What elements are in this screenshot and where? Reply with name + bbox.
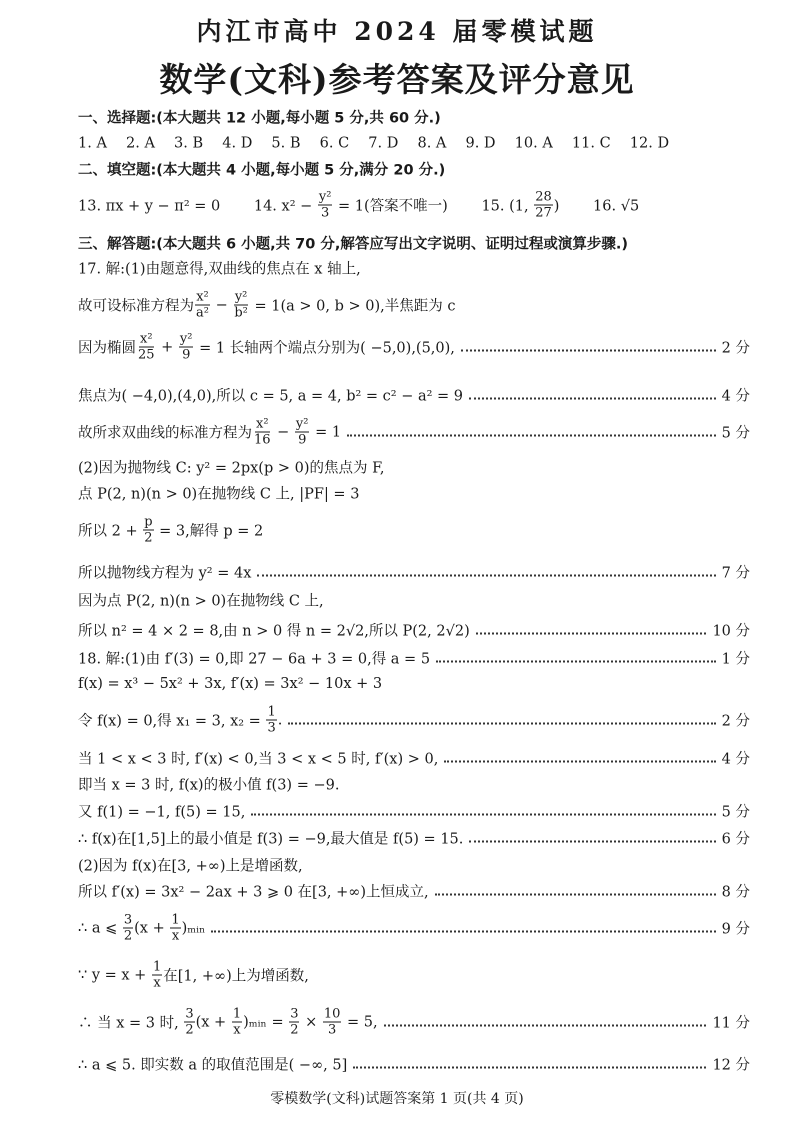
line-text	[78, 801, 245, 822]
denominator: 2	[290, 1022, 299, 1038]
text-run: )ₘᵢₙ	[181, 920, 206, 936]
fraction	[184, 1007, 194, 1038]
dotted-leader	[469, 397, 716, 399]
score-points: 2 分	[721, 340, 750, 357]
dotted-leader	[211, 930, 715, 932]
line-text	[78, 233, 628, 254]
answer-line	[78, 960, 750, 991]
answer-line	[78, 190, 750, 221]
text-run: = 3,解得 p = 2	[154, 523, 264, 540]
text-run: 13. πx + y − π² = 0 14. x² −	[78, 198, 317, 215]
line-text	[78, 960, 309, 991]
dotted-leader	[435, 893, 716, 895]
text-run: 故可设标准方程为	[78, 298, 194, 315]
score-points: 1 分	[721, 651, 750, 668]
text-run: 即当 x = 3 时, f(x)的极小值 f(3) = −9.	[78, 777, 340, 794]
line-text	[78, 385, 463, 406]
score-points: 6 分	[721, 831, 750, 848]
line-text	[78, 159, 445, 180]
scored-answer-line	[78, 385, 750, 406]
numerator: 1	[232, 1006, 242, 1022]
numerator: 10	[323, 1006, 341, 1022]
line-text	[78, 620, 470, 641]
denominator: 3	[327, 1022, 337, 1038]
scored-answer-line	[78, 562, 750, 583]
numerator: 1	[171, 912, 180, 928]
line-text	[78, 1007, 378, 1038]
scored-answer-line	[78, 748, 750, 769]
line-text	[78, 290, 455, 321]
text-run: 当 1 < x < 3 时, f′(x) < 0,当 3 < x < 5 时, f′(x) > 0,	[78, 751, 439, 768]
text-run: = 5,	[342, 1014, 378, 1030]
scored-answer-line	[78, 801, 750, 822]
numerator: y²	[179, 331, 193, 347]
line-text	[78, 590, 324, 611]
fraction	[123, 913, 133, 944]
answer-line	[78, 290, 750, 321]
numerator: 1	[267, 704, 276, 720]
dotted-leader	[347, 434, 716, 436]
denominator: x	[171, 928, 180, 944]
denominator: 9	[182, 347, 191, 363]
score-points: 11 分	[712, 1015, 750, 1032]
line-text	[78, 332, 455, 363]
dotted-leader	[288, 722, 715, 724]
fraction	[295, 417, 310, 448]
dotted-leader	[436, 660, 716, 662]
text-run: ∴ f(x)在[1,5]上的最小值是 f(3) = −9,最大值是 f(5) = 15.	[78, 831, 464, 848]
line-text	[78, 258, 361, 279]
numerator: 28	[535, 189, 552, 205]
text-run: 1. A 2. A 3. B 4. D 5. B 6. C 7. D 8. A 9. D 10. A 11. C 12. D	[78, 135, 670, 152]
line-text	[78, 1054, 347, 1075]
answer-line	[78, 855, 750, 876]
line-text	[78, 748, 438, 769]
score-points: 9 分	[721, 921, 750, 938]
text-run: = 1 长轴两个端点分别为( −5,0),(5,0),	[194, 340, 455, 357]
fraction	[137, 332, 156, 363]
dotted-leader	[251, 813, 715, 815]
text-run: )ₘᵢₙ =	[243, 1014, 289, 1030]
fraction	[318, 190, 333, 221]
fraction	[266, 705, 276, 736]
text-run: +	[156, 339, 178, 355]
text-run: ) 16. √5	[553, 198, 640, 215]
denominator: a²	[196, 305, 209, 321]
fraction	[152, 960, 162, 991]
text-run: −	[210, 297, 233, 313]
score-points: 10 分	[712, 623, 750, 640]
line-text	[78, 562, 251, 583]
fraction	[323, 1007, 342, 1038]
line-text	[78, 417, 341, 448]
text-run: ∴ 当 x = 3 时,	[78, 1015, 184, 1032]
numerator: x²	[256, 416, 269, 432]
denominator: 9	[298, 432, 307, 448]
numerator: y²	[234, 289, 248, 305]
line-text	[78, 705, 282, 736]
denominator: b²	[234, 305, 248, 321]
score-points: 5 分	[721, 425, 750, 442]
answer-line	[78, 258, 750, 279]
text-run: 故所求双曲线的标准方程为	[78, 425, 252, 442]
text-run: (x +	[134, 920, 170, 936]
dotted-leader	[353, 1066, 706, 1068]
scored-answer-line	[78, 648, 750, 669]
denominator: 3	[321, 205, 330, 221]
numerator: 3	[123, 912, 133, 928]
score-points: 2 分	[721, 713, 750, 730]
numerator: 1	[152, 959, 162, 975]
text-run: 又 f(1) = −1, f(5) = 15,	[78, 804, 246, 821]
text-run: f(x) = x³ − 5x² + 3x, f′(x) = 3x² − 10x + 3	[78, 676, 383, 692]
dotted-leader	[257, 574, 715, 576]
scored-answer-line	[78, 620, 750, 641]
fraction	[534, 190, 553, 221]
numerator: x²	[140, 331, 153, 347]
fraction	[179, 332, 194, 363]
section-heading	[78, 159, 750, 180]
score-points: 7 分	[721, 565, 750, 582]
denominator: x	[233, 1022, 241, 1038]
line-text	[78, 515, 263, 546]
answer-line	[78, 457, 750, 478]
text-run: (x +	[195, 1014, 231, 1030]
text-run: 一、选择题:(本大题共 12 小题,每小题 5 分,共 60 分.)	[78, 110, 441, 127]
scored-answer-line	[78, 828, 750, 849]
dotted-leader	[469, 840, 715, 842]
line-text	[78, 676, 382, 692]
text-run: (2)因为抛物线 C: y² = 2px(p > 0)的焦点为 F,	[78, 460, 385, 477]
text-run: 18. 解:(1)由 f′(3) = 0,即 27 − 6a + 3 = 0,得 a = 5	[78, 651, 431, 668]
text-run: 所以抛物线方程为 y² = 4x	[78, 565, 252, 582]
denominator: 16	[254, 432, 271, 448]
line-text	[78, 107, 441, 128]
page-footer: 零模数学(文科)试题答案第 1 页(共 4 页)	[270, 1091, 524, 1107]
scored-answer-line	[78, 417, 750, 448]
section-heading	[78, 233, 750, 254]
line-text	[78, 855, 303, 876]
line-text	[78, 483, 359, 504]
text-run: ∴ a ⩽	[78, 920, 122, 936]
text-run: .	[277, 712, 283, 728]
fraction	[170, 913, 180, 944]
answer-line	[78, 590, 750, 611]
dotted-leader	[461, 349, 716, 351]
answer-line	[78, 132, 750, 153]
denominator: 27	[535, 205, 552, 221]
text-run: 因为椭圆	[78, 340, 136, 357]
line-text	[78, 648, 430, 669]
text-run: 所以 f′(x) = 3x² − 2ax + 3 ⩾ 0 在[3, +∞)上恒成立,	[78, 884, 429, 901]
text-run: 三、解答题:(本大题共 6 小题,共 70 分,解答应写出文字说明、证明过程或演算步骤.)	[78, 236, 629, 253]
score-points: 4 分	[721, 751, 750, 768]
denominator: x	[153, 975, 161, 991]
answer-line	[78, 483, 750, 504]
text-run: 在[1, +∞)上为增函数,	[163, 968, 309, 985]
fraction	[195, 290, 210, 321]
numerator: 3	[290, 1006, 299, 1022]
scored-answer-line	[78, 1054, 750, 1075]
line-text	[78, 828, 463, 849]
text-run: ∵ y = x +	[78, 967, 151, 983]
document-title: 内江市高中 2024 届零模试题	[196, 17, 598, 46]
text-run: 点 P(2, n)(n > 0)在抛物线 C 上, |PF| = 3	[78, 486, 360, 503]
score-points: 5 分	[721, 804, 750, 821]
text-run: 二、填空题:(本大题共 4 小题,每小题 5 分,满分 20 分.)	[78, 162, 446, 179]
scored-answer-line	[78, 332, 750, 363]
fraction	[232, 1007, 242, 1038]
line-text	[78, 132, 669, 153]
fraction	[253, 417, 272, 448]
text-run: −	[272, 424, 294, 440]
dotted-leader	[384, 1024, 707, 1026]
score-points: 12 分	[712, 1057, 750, 1074]
numerator: y²	[318, 189, 332, 205]
score-points: 4 分	[721, 388, 750, 405]
scored-answer-line	[78, 913, 750, 944]
scored-answer-line	[78, 705, 750, 736]
fraction	[289, 1007, 299, 1038]
scored-answer-line	[78, 881, 750, 902]
numerator: p	[144, 514, 153, 530]
fraction	[143, 515, 153, 546]
numerator: y²	[295, 416, 309, 432]
denominator: 2	[123, 928, 133, 944]
section-heading	[78, 107, 750, 128]
denominator: 25	[138, 347, 155, 363]
text-run: (2)因为 f(x)在[3, +∞)上是增函数,	[78, 858, 303, 875]
answer-line	[78, 774, 750, 795]
line-text	[78, 774, 339, 795]
line-text	[78, 190, 639, 221]
fraction	[233, 290, 249, 321]
line-text	[78, 881, 429, 902]
text-run: ×	[300, 1014, 322, 1030]
text-run: 17. 解:(1)由题意得,双曲线的焦点在 x 轴上,	[78, 261, 361, 278]
document-subtitle: 数学(文科)参考答案及评分意见	[159, 60, 635, 99]
line-text	[78, 913, 205, 944]
text-run: 因为点 P(2, n)(n > 0)在抛物线 C 上,	[78, 593, 324, 610]
text-run: = 1(答案不唯一) 15. (1,	[333, 198, 534, 215]
answer-line	[78, 515, 750, 546]
text-run: = 1	[310, 424, 342, 440]
text-run: 令 f(x) = 0,得 x₁ = 3, x₂ =	[78, 713, 266, 730]
denominator: 2	[185, 1022, 194, 1038]
scored-answer-line	[78, 1007, 750, 1038]
text-run: 所以 2 +	[78, 523, 143, 540]
dotted-leader	[476, 632, 707, 634]
denominator: 3	[267, 720, 276, 736]
numerator: 3	[185, 1006, 194, 1022]
denominator: 2	[144, 530, 153, 546]
dotted-leader	[444, 760, 715, 762]
answer-line	[78, 676, 750, 692]
score-points: 8 分	[721, 884, 750, 901]
text-run: 所以 n² = 4 × 2 = 8,由 n > 0 得 n = 2√2,所以 P(2, 2√2)	[78, 623, 470, 640]
line-text	[78, 457, 385, 478]
text-run: = 1(a > 0, b > 0),半焦距为 c	[249, 298, 456, 315]
text-run: ∴ a ⩽ 5. 即实数 a 的取值范围是( −∞, 5]	[78, 1057, 348, 1074]
numerator: x²	[196, 289, 209, 305]
text-run: 焦点为( −4,0),(4,0),所以 c = 5, a = 4, b² = c² − a² = 9	[78, 388, 464, 405]
